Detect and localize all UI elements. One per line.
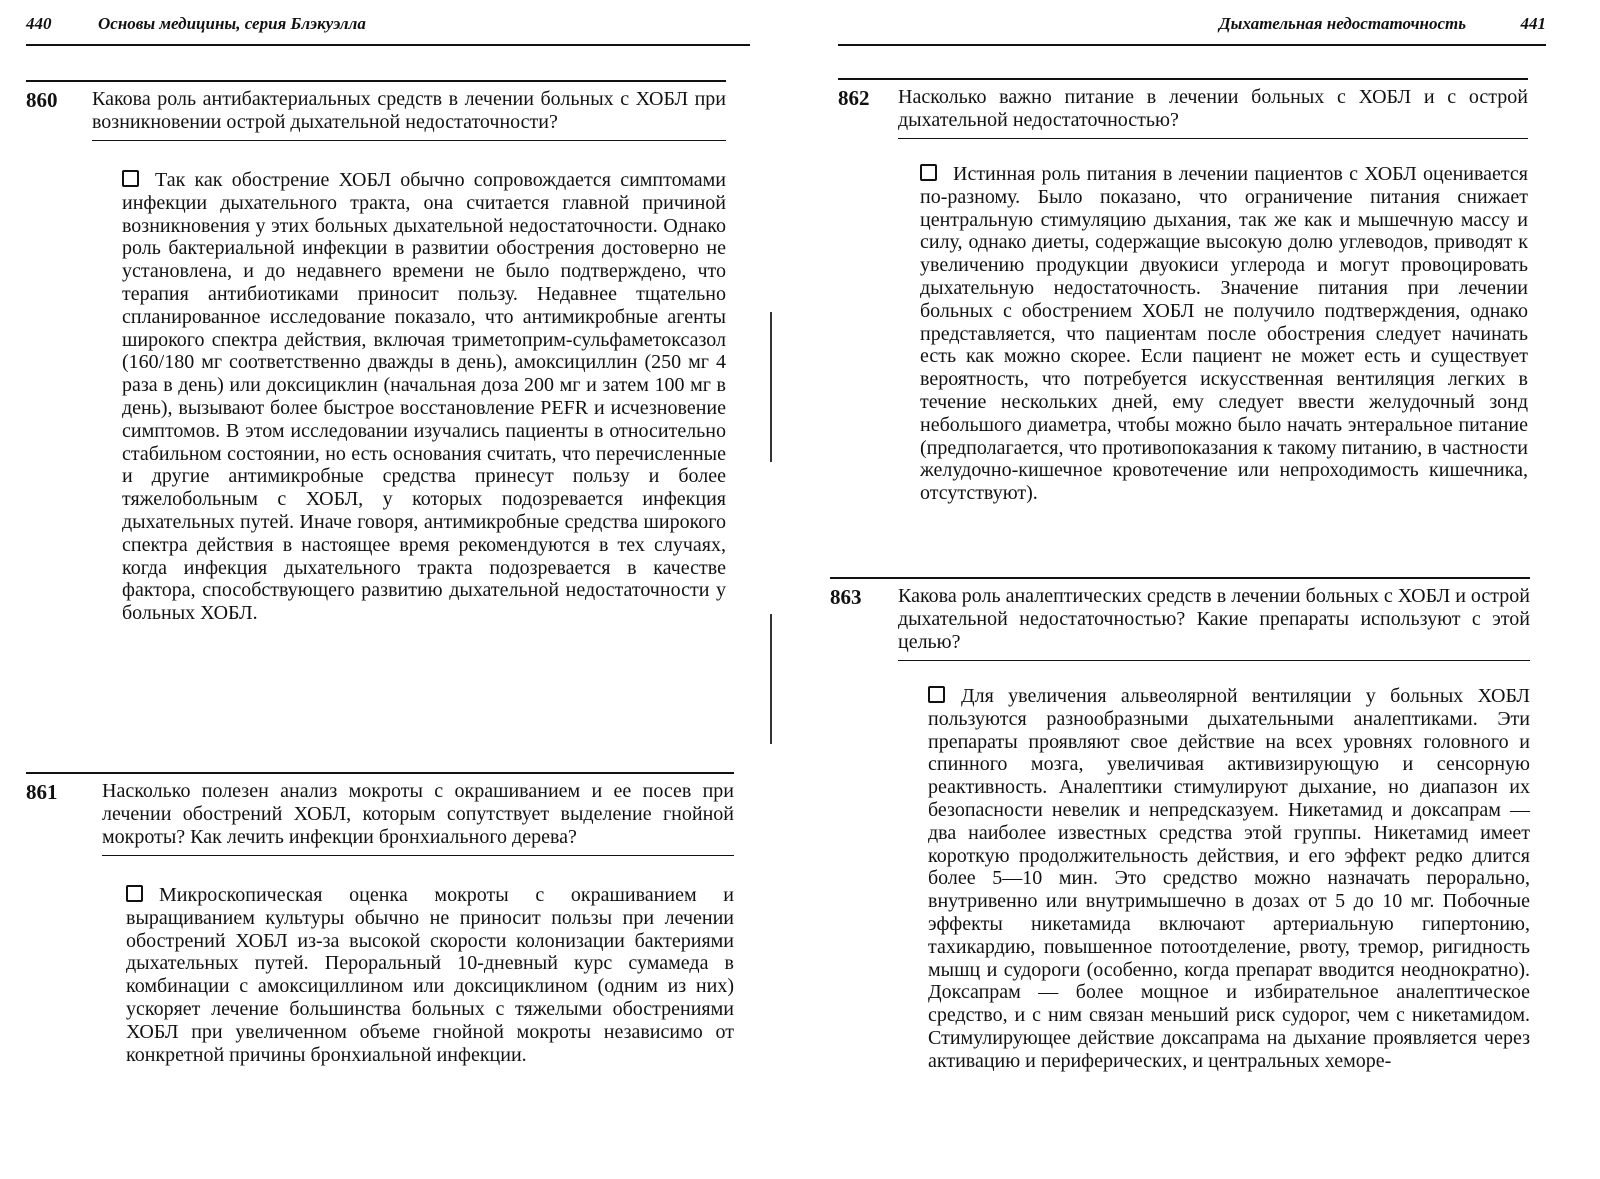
- left-page: [0, 0, 790, 1179]
- question-rule-bottom: [898, 660, 1530, 661]
- question-text: Насколько важно питание в лечении больных с ХОБЛ и с острой дыхательной недостаточностью?: [898, 86, 1528, 131]
- page-number-left: 440: [26, 14, 52, 33]
- question-text: Какова роль аналептических средств в лечении больных с ХОБЛ и острой дыхательной недостаточностью? Какие препараты используют с этой целью?: [898, 585, 1530, 653]
- answer-text: Истинная роль питания в лечении пациентов с ХОБЛ оценивается по-разному. Было показано, что ограничение питания снижает центральную стимуляцию дыхания, так же как и мышечную массу и силу, однако диеты, содержащие высокую долю углеводов, приводят к увеличению продукции двуокиси углерода и могут провоцировать дыхательную недостаточность. Значение питания при лечении больных с обострением ХОБЛ не получило подтверждения, однако представляется, что пациентам после обострения следует начинать есть как можно скорее. Если пациент не может есть и существует вероятность, что потребуется искусственная вентиляция легких в течение нескольких дней, ему следует ввести желудочный зонд небольшого диаметра, чтобы можно было начать энтеральное питание (предполагается, что противопоказания к такому питанию, в частности желудочно-кишечное кровотечение или непроходимость кишечника, отсутствуют).: [920, 163, 1528, 505]
- qa-block-860: [26, 80, 726, 625]
- question-rule-bottom: [92, 140, 726, 141]
- answer-block: [126, 884, 734, 1066]
- running-head-left: [26, 14, 750, 38]
- question-number: 862: [838, 86, 870, 110]
- running-head-right: [838, 14, 1546, 38]
- checkbox-bullet-icon: [126, 885, 143, 902]
- header-rule-right: [838, 44, 1546, 46]
- question-rule-bottom: [102, 855, 734, 856]
- running-title-right: Дыхательная недостаточность: [1219, 14, 1466, 33]
- answer-block: [920, 163, 1528, 505]
- question-number: 860: [26, 88, 58, 112]
- question-text: Какова роль антибактериальных средств в лечении больных с ХОБЛ при возникновении острой дыхательной недостаточности?: [92, 88, 726, 133]
- running-title-left: Основы медицины, серия Блэкуэлла: [98, 14, 366, 33]
- question-number: 861: [26, 780, 58, 804]
- scan-artifact-mark: [770, 614, 772, 744]
- header-rule-left: [26, 44, 750, 46]
- right-page: [808, 0, 1600, 1179]
- answer-block: [928, 685, 1530, 1073]
- qa-block-862: [838, 78, 1528, 505]
- qa-block-863: [830, 577, 1530, 1073]
- checkbox-bullet-icon: [122, 170, 139, 187]
- answer-text: Так как обострение ХОБЛ обычно сопровождается симптомами инфекции дыхательного тракта, она считается главной причиной возникновения у этих больных дыхательной недостаточности. Однако роль бактериальной инфекции в развитии обострения достоверно не установлена, и до недавнего времени не было подтверждено, что терапия антибиотиками приносит пользу. Недавнее тщательно спланированное исследование показало, что антимикробные агенты широкого спектра действия, включая триметоприм-сульфаметоксазол (160/180 мг соответственно дважды в день), амоксициллин (250 мг 4 раза в день) или доксициклин (начальная доза 200 мг и затем 100 мг в день), вызывают более быстрое восстановление PEFR и исчезновение симптомов. В этом исследовании изучались пациенты в относительно стабильном состоянии, но есть основания считать, что перечисленные и другие антимикробные средства принесут пользу и более тяжелобольным с ХОБЛ, у которых подозревается инфекция дыхательных путей. Иначе говоря, антимикробные средства широкого спектра действия в настоящее время рекомендуются в тех случаях, когда инфекция дыхательного тракта подозревается в качестве фактора, способствующего развитию дыхательной недостаточности у больных ХОБЛ.: [122, 169, 726, 625]
- answer-block: [122, 169, 726, 625]
- checkbox-bullet-icon: [928, 686, 945, 703]
- page-number-right: 441: [1520, 14, 1546, 33]
- answer-text: Для увеличения альвеолярной вентиляции у больных ХОБЛ пользуются разнообразными дыхательными аналептиками. Эти препараты проявляют свое действие на всех уровнях головного и спинного мозга, увеличивая активизирующую и сенсорную реактивность. Аналептики стимулируют дыхание, но диапазон их безопасности невелик и непредсказуем. Никетамид и доксапрам — два наиболее известных средства этой группы. Никетамид имеет короткую продолжительность действия, и его эффект редко длится более 5—10 мин. Это средство можно назначать перорально, внутривенно или внутримышечно в дозах от 5 до 10 мг. Побочные эффекты никетамида включают артериальную гипертонию, тахикардию, повышенное потоотделение, рвоту, тремор, ригидность мышц и судороги (особенно, когда препарат вводится неоднократно). Доксапрам — более мощное и избирательное аналептическое средство, и с ним связан меньший риск судорог, чем с никетамидом. Стимулирующее действие доксапрама на дыхание проявляется через активацию и периферических, и центральных хеморе-: [928, 685, 1530, 1072]
- scan-artifact-mark: [770, 312, 772, 462]
- checkbox-bullet-icon: [920, 164, 937, 181]
- question-text: Насколько полезен анализ мокроты с окрашиванием и ее посев при лечении обострений ХОБЛ, которым сопутствует выделение гнойной мокроты? Как лечить инфекции бронхиального дерева?: [102, 780, 734, 848]
- answer-text: Микроскопическая оценка мокроты с окрашиванием и выращиванием культуры обычно не приносит пользы при лечении обострений ХОБЛ из-за высокой скорости колонизации бактериями дыхательных путей. Пероральный 10-дневный курс сумамеда в комбинации с амоксициллином или доксициклином (одним из них) ускоряет лечение большинства больных с тяжелыми обострениями ХОБЛ при увеличенном объеме гнойной мокроты независимо от конкретной причины бронхиальной инфекции.: [126, 884, 734, 1066]
- qa-block-861: [26, 772, 734, 1066]
- question-rule-bottom: [898, 138, 1528, 139]
- question-number: 863: [830, 585, 862, 609]
